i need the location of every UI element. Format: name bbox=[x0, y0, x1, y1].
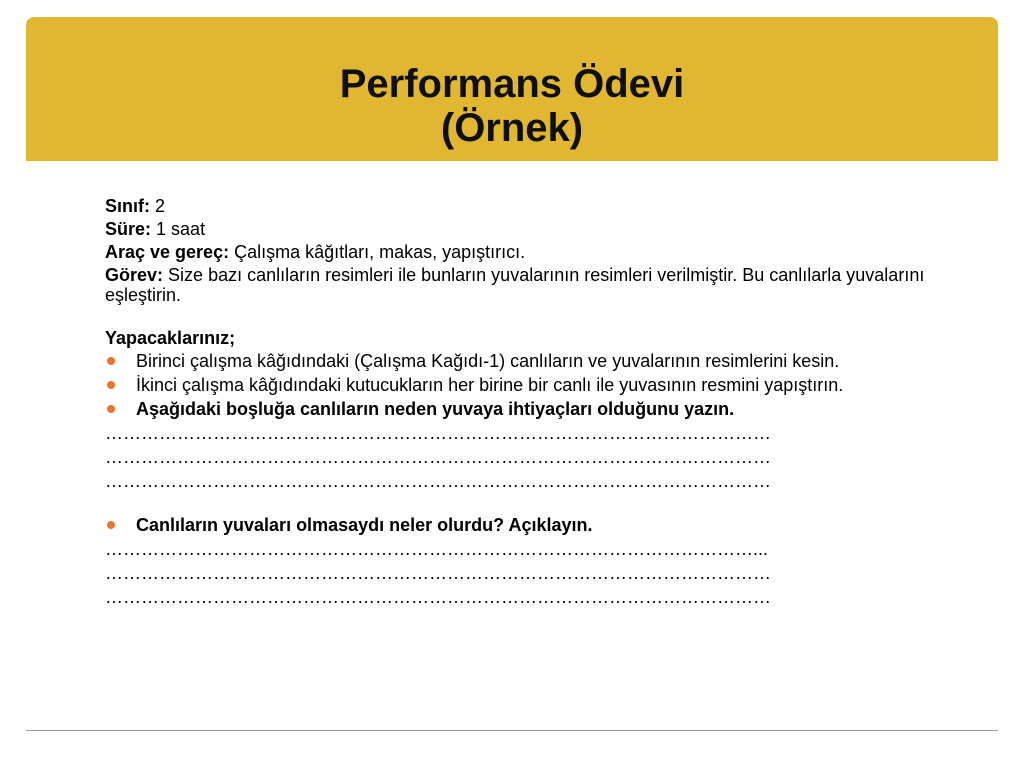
bullet-dot-icon bbox=[107, 521, 115, 529]
bullet-dot-icon bbox=[107, 357, 115, 365]
info-arac bbox=[105, 242, 985, 262]
list-item bbox=[105, 515, 986, 535]
gorev-value: Size bazı canlıların resimleri ile bunların yuvalarının resimleri verilmiştir. Bu canlılarla yuvalarını eşleştirin. bbox=[105, 265, 925, 305]
bullet-dot-icon bbox=[107, 405, 115, 413]
bullet-text-3: Aşağıdaki boşluğa canlıların neden yuvaya ihtiyaçları olduğunu yazın. bbox=[136, 399, 735, 419]
arac-value: Çalışma kâğıtları, makas, yapıştırıcı. bbox=[234, 242, 526, 262]
info-gorev bbox=[105, 265, 975, 305]
answer-line-1[interactable]: ………………………………………………………………………………………………… bbox=[105, 423, 771, 443]
title-line-1: Performans Ödevi bbox=[339, 62, 685, 106]
answer-line-4[interactable]: ………………………………………………………………………………………………... bbox=[105, 539, 769, 559]
sure-value: 1 saat bbox=[156, 219, 206, 239]
info-sinif bbox=[105, 196, 985, 216]
list-item bbox=[105, 399, 986, 419]
bullet-text-1: Birinci çalışma kâğıdındaki (Çalışma Kağıdı-1) canlıların ve yuvalarının resimlerini kesin. bbox=[136, 351, 840, 371]
list-item bbox=[105, 351, 986, 371]
info-sure bbox=[105, 219, 985, 239]
sinif-value: 2 bbox=[155, 196, 166, 216]
slide-content bbox=[105, 196, 985, 611]
sure-label: Süre: bbox=[105, 219, 152, 239]
yapacaklar-heading: Yapacaklarınız; bbox=[105, 328, 236, 348]
sinif-label: Sınıf: bbox=[105, 196, 150, 216]
answer-line-5[interactable]: ………………………………………………………………………………………………… bbox=[105, 563, 771, 583]
bullet-text-4: Canlıların yuvaları olmasaydı neler olurdu? Açıklayın. bbox=[136, 515, 593, 535]
answer-line-3[interactable]: ………………………………………………………………………………………………… bbox=[105, 471, 771, 491]
footer-divider bbox=[26, 730, 998, 731]
slide-title bbox=[26, 62, 998, 150]
answer-line-6[interactable]: ………………………………………………………………………………………………… bbox=[105, 587, 771, 607]
answer-line-2[interactable]: ………………………………………………………………………………………………… bbox=[105, 447, 771, 467]
bullet-dot-icon bbox=[107, 381, 115, 389]
bullet-text-2: İkinci çalışma kâğıdındaki kutucukların her birine bir canlı ile yuvasının resmini yapıştırın. bbox=[136, 375, 844, 395]
arac-label: Araç ve gereç: bbox=[105, 242, 230, 262]
title-line-2: (Örnek) bbox=[440, 106, 584, 150]
gorev-label: Görev: bbox=[105, 265, 164, 285]
list-item bbox=[105, 375, 986, 395]
